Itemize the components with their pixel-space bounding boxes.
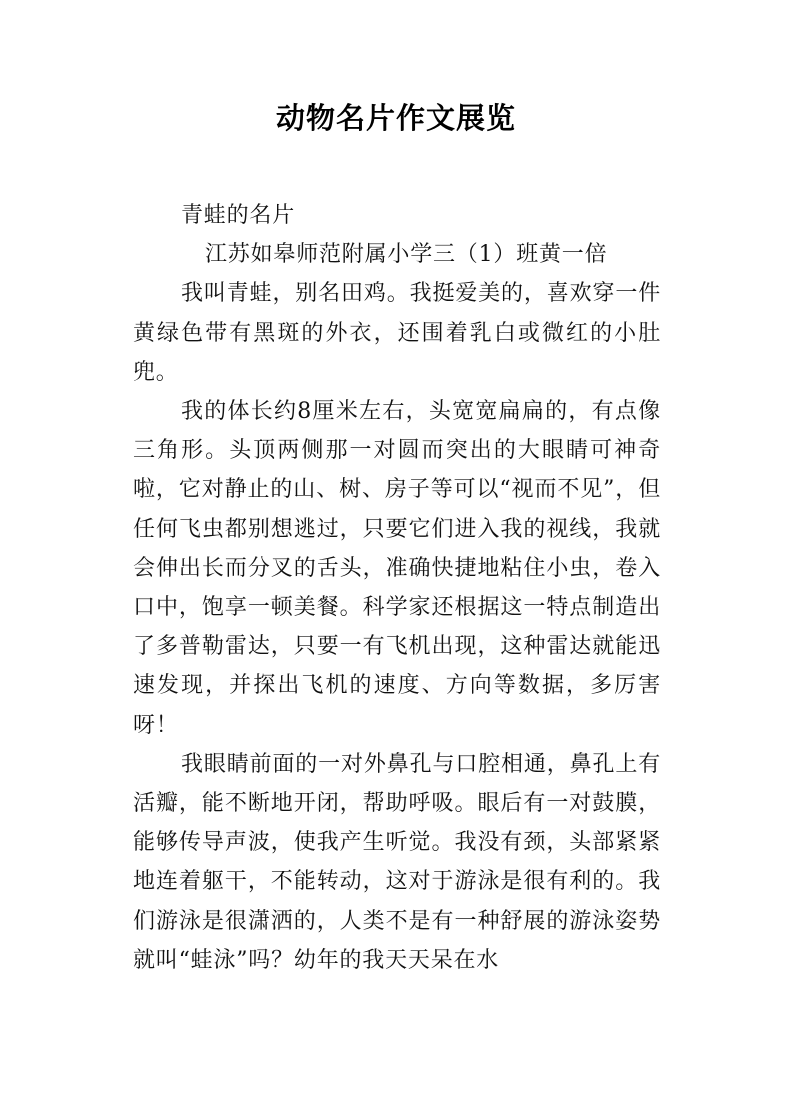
paragraph-3: 我眼睛前面的一对外鼻孔与口腔相通，鼻孔上有活瓣，能不断地开闭，帮助呼吸。眼后有一对鼓膜，能够传导声波，使我产生听觉。我没有颈，头部紧紧地连着躯干，不能转动，这对于游泳是很有利的。我们游泳是很潇洒的，人类不是有一种舒展的游泳姿势就叫“蛙泳”吗？幼年的我天天呆在水 <box>133 751 661 973</box>
essay-author: 江苏如皋师范附属小学三（1）班黄一倍 <box>205 242 608 268</box>
page-title: 动物名片作文展览 <box>275 101 516 135</box>
essay-body <box>133 196 661 980</box>
essay-title: 青蛙的名片 <box>181 203 296 228</box>
paragraph-2: 我的体长约8厘米左右，头宽宽扁扁的，有点像三角形。头顶两侧那一对圆而突出的大眼睛可神奇啦，它对静止的山、树、房子等可以“视而不见”，但任何飞虫都别想逃过，只要它们进入我的视线，我就会伸出长而分叉的舌头，准确快捷地粘住小虫，卷入口中，饱享一顿美餐。科学家还根据这一特点制造出了多普勒雷达，只要一有飞机出现，这种雷达就能迅速发现，并探出飞机的速度、方向等数据，多厉害呀！ <box>133 399 661 738</box>
paragraph-1: 我叫青蛙，别名田鸡。我挺爱美的，喜欢穿一件黄绿色带有黑斑的外衣，还围着乳白或微红的小肚兜。 <box>133 281 661 385</box>
